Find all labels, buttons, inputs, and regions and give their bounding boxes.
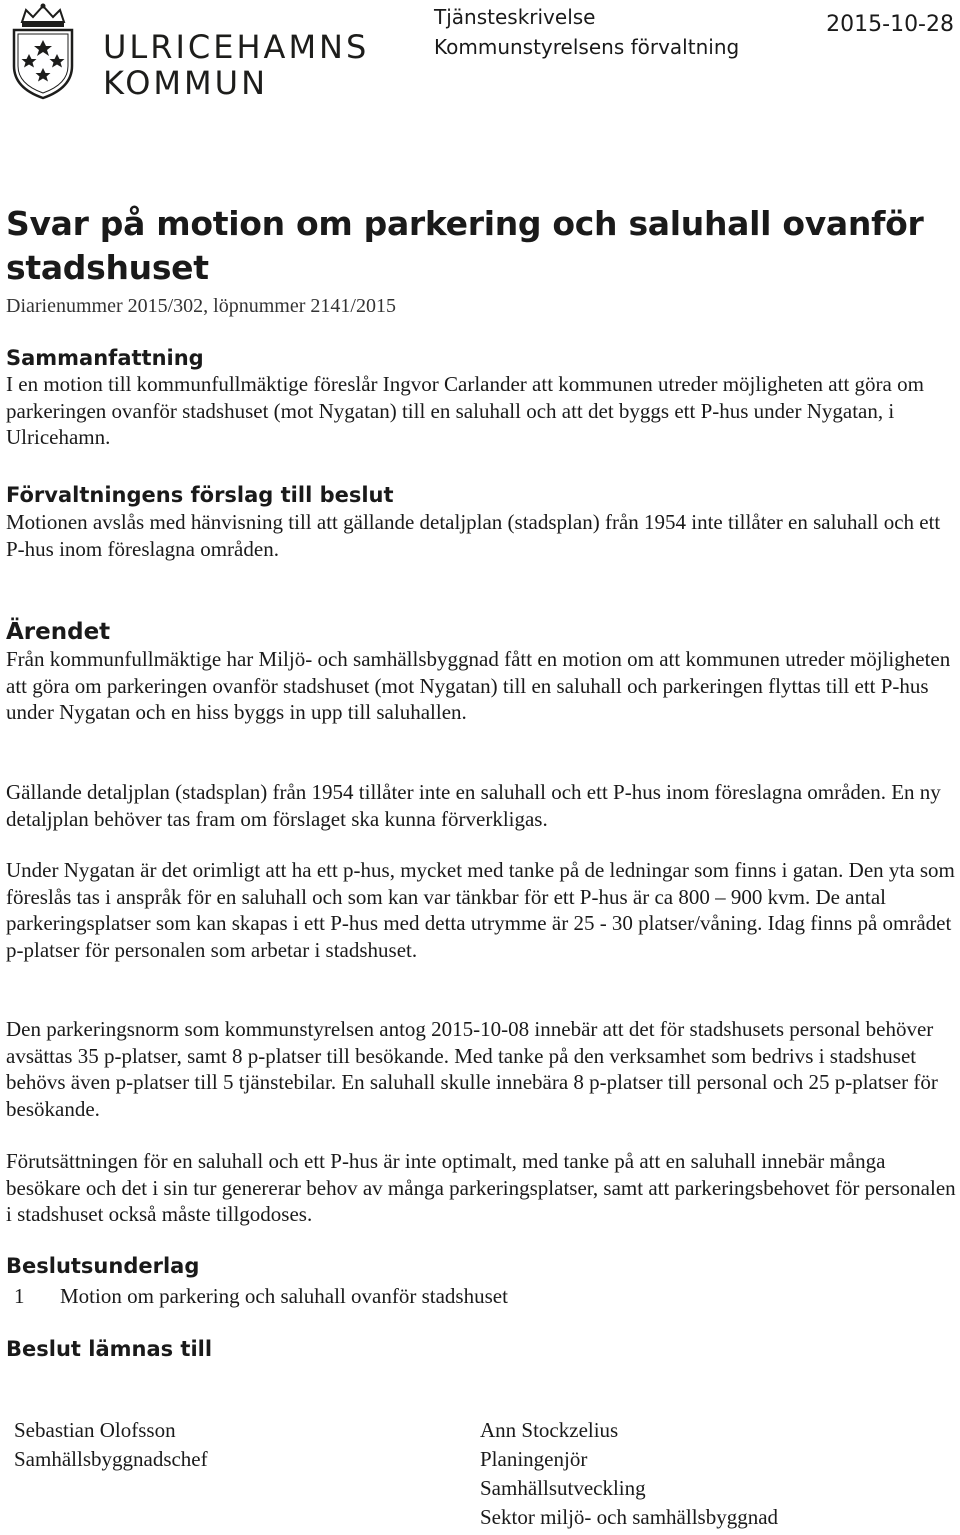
- logo-line2: KOMMUN: [103, 64, 268, 100]
- coat-of-arms-icon: [14, 4, 72, 99]
- decision-basis-item: [14, 1282, 508, 1310]
- diary-number: Diarienummer 2015/302, löpnummer 2141/2015: [6, 295, 396, 317]
- decision-basis-item-number: 1: [14, 1284, 25, 1308]
- decision-basis-item-text: Motion om parkering och saluhall ovanför stadshuset: [60, 1284, 508, 1308]
- logo-line1: ULRICEHAMNS: [103, 28, 370, 66]
- summary-text: I en motion till kommunfullmäktige föreslår Ingvor Carlander att kommunen utreder möjligheten att göra om parkeringen ovanför stadshuset (mot Nygatan) till en saluhall och att det byggs ett P-hus under Nygatan, i Ulricehamn.: [6, 372, 924, 449]
- section-heading-matter: Ärendet: [6, 619, 111, 645]
- page-title: Svar på motion om parkering och saluhall ovanför stadshuset: [6, 204, 924, 287]
- recipient-sector: Sektor miljö- och samhällsbyggnad: [480, 1505, 779, 1529]
- section-heading-proposal: Förvaltningens förslag till beslut: [6, 483, 394, 507]
- municipality-logo: [0, 0, 380, 100]
- matter-paragraph: Den parkeringsnorm som kommunstyrelsen antog 2015-10-08 innebär att det för stadshusets personal behöver avsättas 35 p-platser, samt 8 p-platser till besökande. Med tanke på den verksamhet som bedrivs i stadshuset behövs även p-platser till 5 tjänstebilar. En saluhall skulle innebära 8 p-platser till personal och 25 p-platser för besökande.: [6, 1017, 938, 1121]
- section-heading-recipients: Beslut lämnas till: [6, 1337, 213, 1361]
- matter-paragraph: Förutsättningen för en saluhall och ett P-hus är inte optimalt, med tanke på att en saluhall innebär många besökare och det i sin tur genererar behov av många parkeringsplatser, samt att parkeringsbehovet för personalen i stadshuset också måste tillgodoses.: [6, 1149, 956, 1226]
- matter-paragraph: Från kommunfullmäktige har Miljö- och samhällsbyggnad fått en motion om att kommunen utreder möjligheten att göra om parkeringen ovanför stadshuset (mot Nygatan) till en saluhall och parkeringen flyttas till ett P-hus under Nygatan och en hiss byggs in upp till saluhallen.: [6, 647, 951, 724]
- matter-paragraph: Gällande detaljplan (stadsplan) från 1954 tillåter inte en saluhall och ett P-hus inom föreslagna områden. En ny detaljplan behöver tas fram om förslaget ska kunna förverkligas.: [6, 780, 941, 831]
- recipient-department: Samhällsutveckling: [480, 1476, 646, 1500]
- document-type: Tjänsteskrivelse: [434, 5, 596, 29]
- organization-name: Kommunstyrelsens förvaltning: [434, 35, 740, 59]
- recipient-name: Ann Stockzelius: [480, 1418, 619, 1442]
- section-heading-summary: Sammanfattning: [6, 346, 204, 370]
- proposal-text: Motionen avslås med hänvisning till att gällande detaljplan (stadsplan) från 1954 inte tillåter en saluhall och ett P-hus inom föreslagna områden.: [6, 510, 941, 561]
- document-date: 2015-10-28: [826, 12, 954, 37]
- recipient-name: Sebastian Olofsson: [14, 1418, 176, 1442]
- recipient-title: Planingenjör: [480, 1447, 588, 1471]
- matter-paragraph: Under Nygatan är det orimligt att ha ett p-hus, mycket med tanke på de ledningar som finns i gatan. Den yta som föreslås tas i anspråk för en saluhall och som kan var tänkbar för ett P-hus är ca 800 – 900 kvm. De antal parkeringsplatser som kan skapas i ett P-hus med detta utrymme är 25 - 30 platser/våning. Idag finns på området p-platser för personalen som arbetar i stadshuset.: [6, 858, 955, 962]
- section-heading-decision-basis: Beslutsunderlag: [6, 1254, 200, 1278]
- recipient-block: [480, 1416, 778, 1532]
- recipient-block: [14, 1416, 208, 1474]
- recipient-title: Samhällsbyggnadschef: [14, 1447, 208, 1471]
